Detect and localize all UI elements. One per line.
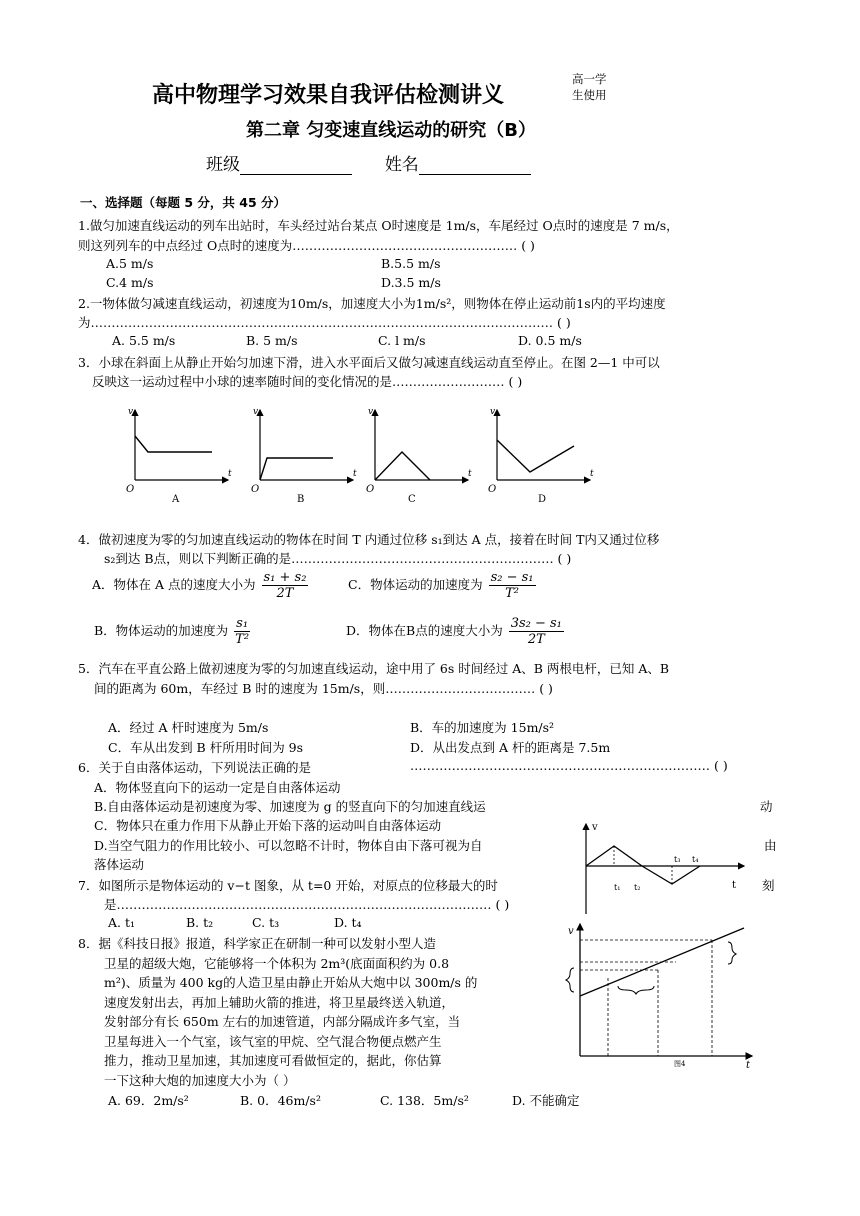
q3-a-origin: O	[126, 484, 135, 495]
q3-graph-c[interactable]	[366, 407, 472, 505]
q6-line1-dots: ……………………………………………………………… ( )	[410, 758, 728, 773]
q4-b-num: s₁	[236, 616, 249, 631]
q3-d-axis-t: t	[590, 469, 594, 479]
q3-c-origin: O	[366, 484, 375, 495]
q4-line1: 4．做初速度为零的匀加速直线运动的物体在时间 T 内通过位移 s₁到达 A 点，接着在时间 T内又通过位移	[78, 532, 660, 547]
title-note-1: 高一学	[572, 72, 607, 86]
q8-option-c[interactable]: C. 138．5m/s²	[380, 1093, 469, 1108]
q3-c-label: C	[408, 494, 416, 505]
q7-option-a[interactable]: A. t₁	[108, 915, 136, 930]
q4-c-den: T²	[505, 586, 519, 601]
q3-a-label: A	[172, 494, 180, 505]
q8-line: 卫星每进入一个气室，该气室的甲烷、空气混合物便点燃产生	[104, 1033, 442, 1049]
q8-graph-caption: 图4	[674, 1060, 686, 1068]
class-label: 班级	[206, 155, 240, 175]
q8-axis-v: v	[568, 926, 574, 937]
q4-d-num: 3s₂ − s₁	[510, 616, 562, 631]
section-heading: 一、选择题（每题 5 分，共 45 分）	[80, 195, 287, 210]
q7-axis-v: v	[592, 822, 598, 833]
q8-option-b[interactable]: B. 0．46m/s²	[240, 1093, 321, 1108]
q6-option-d[interactable]: D.当空气阻力的作用比较小、可以忽略不计时，物体自由下落可视为自	[94, 838, 483, 853]
chapter-title: 第二章 匀变速直线运动的研究（B）	[246, 120, 536, 141]
q3-graph-a[interactable]	[126, 407, 232, 505]
q8-line: 发射部分有长 650m 左右的加速管道，内部分隔成许多气室，当	[104, 1014, 461, 1029]
q4-a-den: 2T	[276, 586, 294, 601]
q6-option-c[interactable]: C．物体只在重力作用下从静止开始下落的运动叫自由落体运动	[94, 818, 442, 833]
q8-line: 速度发射出去，再加上辅助火箭的推进，将卫星最终送入轨道，	[104, 994, 455, 1010]
q3-graph-d[interactable]	[488, 407, 594, 505]
name-blank[interactable]	[419, 156, 531, 175]
q7-tick-t1: t₁	[614, 883, 621, 892]
q8-line: m²)、质量为 400 kg的人造卫星由静止开始从大炮中以 300m/s 的	[104, 975, 478, 990]
name-label: 姓名	[384, 155, 419, 175]
class-name-row	[206, 150, 531, 175]
q3-b-origin: O	[251, 484, 260, 495]
q5-line2: 间的距离为 60m，车经过 B 时的速度为 15m/s，则……………………………… ( )	[94, 681, 553, 696]
q3-graphs	[120, 402, 600, 510]
q4-a-num: s₁ + s₂	[263, 570, 307, 585]
q1-option-b[interactable]: B.5.5 m/s	[381, 256, 441, 271]
q4-b-fraction	[234, 616, 250, 647]
q8-vt-graph	[548, 918, 758, 1068]
q4-option-a[interactable]	[92, 570, 308, 601]
q4-b-text: B．物体运动的加速度为	[94, 623, 229, 638]
q3-b-axis-v: v	[253, 407, 259, 417]
q5-option-a[interactable]: A．经过 A 杆时速度为 5m/s	[108, 720, 269, 735]
q2-line2: 为………………………………………………………………………………………………… ( )	[78, 315, 571, 330]
q5-option-b[interactable]: B．车的加速度为 15m/s²	[410, 720, 555, 735]
q4-c-num: s₂ − s₁	[490, 570, 534, 585]
q2-line1: 2.一物体做匀减速直线运动，初速度为10m/s，加速度大小为1m/s²，则物体在停止运动前1s内的平均速度	[78, 296, 666, 311]
page-title: 高中物理学习效果自我评估检测讲义	[152, 83, 505, 108]
q7-line1: 7．如图所示是物体运动的 v−t 图象，从 t=0 开始，对原点的位移最大的时	[78, 878, 498, 893]
q2-option-d[interactable]: D. 0.5 m/s	[518, 333, 582, 348]
q5-option-c[interactable]: C．车从出发到 B 杆所用时间为 9s	[108, 740, 304, 755]
q3-line2: 反映这一运动过程中小球的速率随时间的变化情况的是……………………… ( )	[92, 374, 523, 389]
q8-line: 卫星的超级大炮，它能够将一个体积为 2m³(底面面积约为 0.8	[104, 955, 450, 971]
q8-line: 推力，推动卫星加速，其加速度可看做恒定的，据此，你估算	[104, 1053, 442, 1068]
q8-axis-t: t	[746, 1060, 751, 1068]
q3-d-label: D	[538, 494, 547, 505]
q7-tick-t4: t₄	[692, 855, 699, 864]
class-blank[interactable]	[240, 156, 352, 175]
q8-line: 一下这种大炮的加速度大小为（ ）	[104, 1072, 296, 1088]
q5-option-d[interactable]: D．从出发点到 A 杆的距离是 7.5m	[410, 740, 611, 755]
q1-option-c[interactable]: C.4 m/s	[106, 275, 154, 290]
q4-c-text: C．物体运动的加速度为	[348, 577, 483, 592]
title-note-2: 生使用	[572, 88, 607, 102]
q1-line1: 1.做匀加速直线运动的列车出站时，车头经过站台某点 O时速度是 1m/s，车尾经过 O点时的速度是 7 m/s，	[78, 218, 679, 233]
q2-option-c[interactable]: C. l m/s	[378, 333, 426, 348]
q2-option-b[interactable]: B. 5 m/s	[246, 333, 298, 348]
q7-vt-graph	[574, 818, 750, 916]
q7-line1-end: 刻	[762, 878, 775, 893]
q8-option-a[interactable]: A. 69．2m/s²	[108, 1093, 189, 1108]
q3-line1: 3．小球在斜面上从静止开始匀加速下滑，进入水平面后又做匀减速直线运动直至停止。在图 2—1 中可以	[78, 355, 660, 370]
q6-option-d-end: 由	[764, 838, 777, 853]
q3-a-axis-v: v	[128, 407, 134, 417]
q2-option-a[interactable]: A. 5.5 m/s	[112, 333, 176, 348]
q6-option-b[interactable]: B.自由落体运动是初速度为零、加速度为 g 的竖直向下的匀加速直线运	[94, 799, 486, 814]
q7-tick-t3: t₃	[674, 855, 681, 864]
q7-option-d[interactable]: D. t₄	[334, 915, 362, 930]
q1-option-a[interactable]: A.5 m/s	[106, 256, 154, 271]
q4-option-b[interactable]	[94, 616, 250, 647]
q6-option-b-end: 动	[760, 799, 773, 814]
q4-option-c[interactable]	[348, 570, 536, 601]
q4-c-fraction	[489, 570, 536, 601]
q4-a-text: A．物体在 A 点的速度大小为	[92, 577, 256, 592]
q8-body	[78, 934, 477, 1090]
q6-option-a[interactable]: A．物体竖直向下的运动一定是自由落体运动	[94, 780, 341, 795]
q7-axis-t: t	[732, 880, 737, 891]
q7-option-b[interactable]: B. t₂	[186, 915, 214, 930]
q3-c-axis-t: t	[468, 469, 472, 479]
q7-line2: 是……………………………………………………………………………… ( )	[104, 897, 510, 912]
q1-option-d[interactable]: D.3.5 m/s	[381, 275, 441, 290]
q3-c-axis-v: v	[368, 407, 374, 417]
q1-line2: 则这列列车的中点经过 O点时的速度为……………………………………………… ( )	[78, 238, 535, 253]
q5-line1: 5．汽车在平直公路上做初速度为零的匀加速直线运动，途中用了 6s 时间经过 A、B 两根电杆，已知 A、B	[78, 661, 670, 676]
q3-b-axis-t: t	[353, 469, 357, 479]
q4-line2: s₂到达 B点，则以下判断正确的是……………………………………………………… ( )	[104, 551, 572, 566]
q3-d-origin: O	[488, 484, 497, 495]
q6-option-d-cont: 落体运动	[94, 857, 145, 872]
q3-d-axis-v: v	[490, 407, 496, 417]
q7-option-c[interactable]: C. t₃	[252, 915, 280, 930]
q4-d-den: 2T	[527, 632, 545, 647]
q4-d-text: D．物体在B点的速度大小为	[346, 623, 503, 638]
q3-a-axis-t: t	[228, 469, 232, 479]
q4-a-fraction	[262, 570, 309, 601]
q7-tick-t2: t₂	[634, 883, 641, 892]
q8-option-d[interactable]: D. 不能确定	[512, 1093, 580, 1108]
q3-graph-b[interactable]	[251, 407, 357, 505]
q4-option-d[interactable]	[346, 616, 564, 647]
q4-d-fraction	[509, 616, 564, 647]
q3-b-label: B	[297, 494, 305, 505]
q8-line: 8．据《科技日报》报道，科学家正在研制一种可以发射小型人造	[78, 936, 436, 951]
q6-line1: 6．关于自由落体运动，下列说法正确的是	[78, 760, 311, 775]
q4-b-den: T²	[235, 632, 250, 647]
